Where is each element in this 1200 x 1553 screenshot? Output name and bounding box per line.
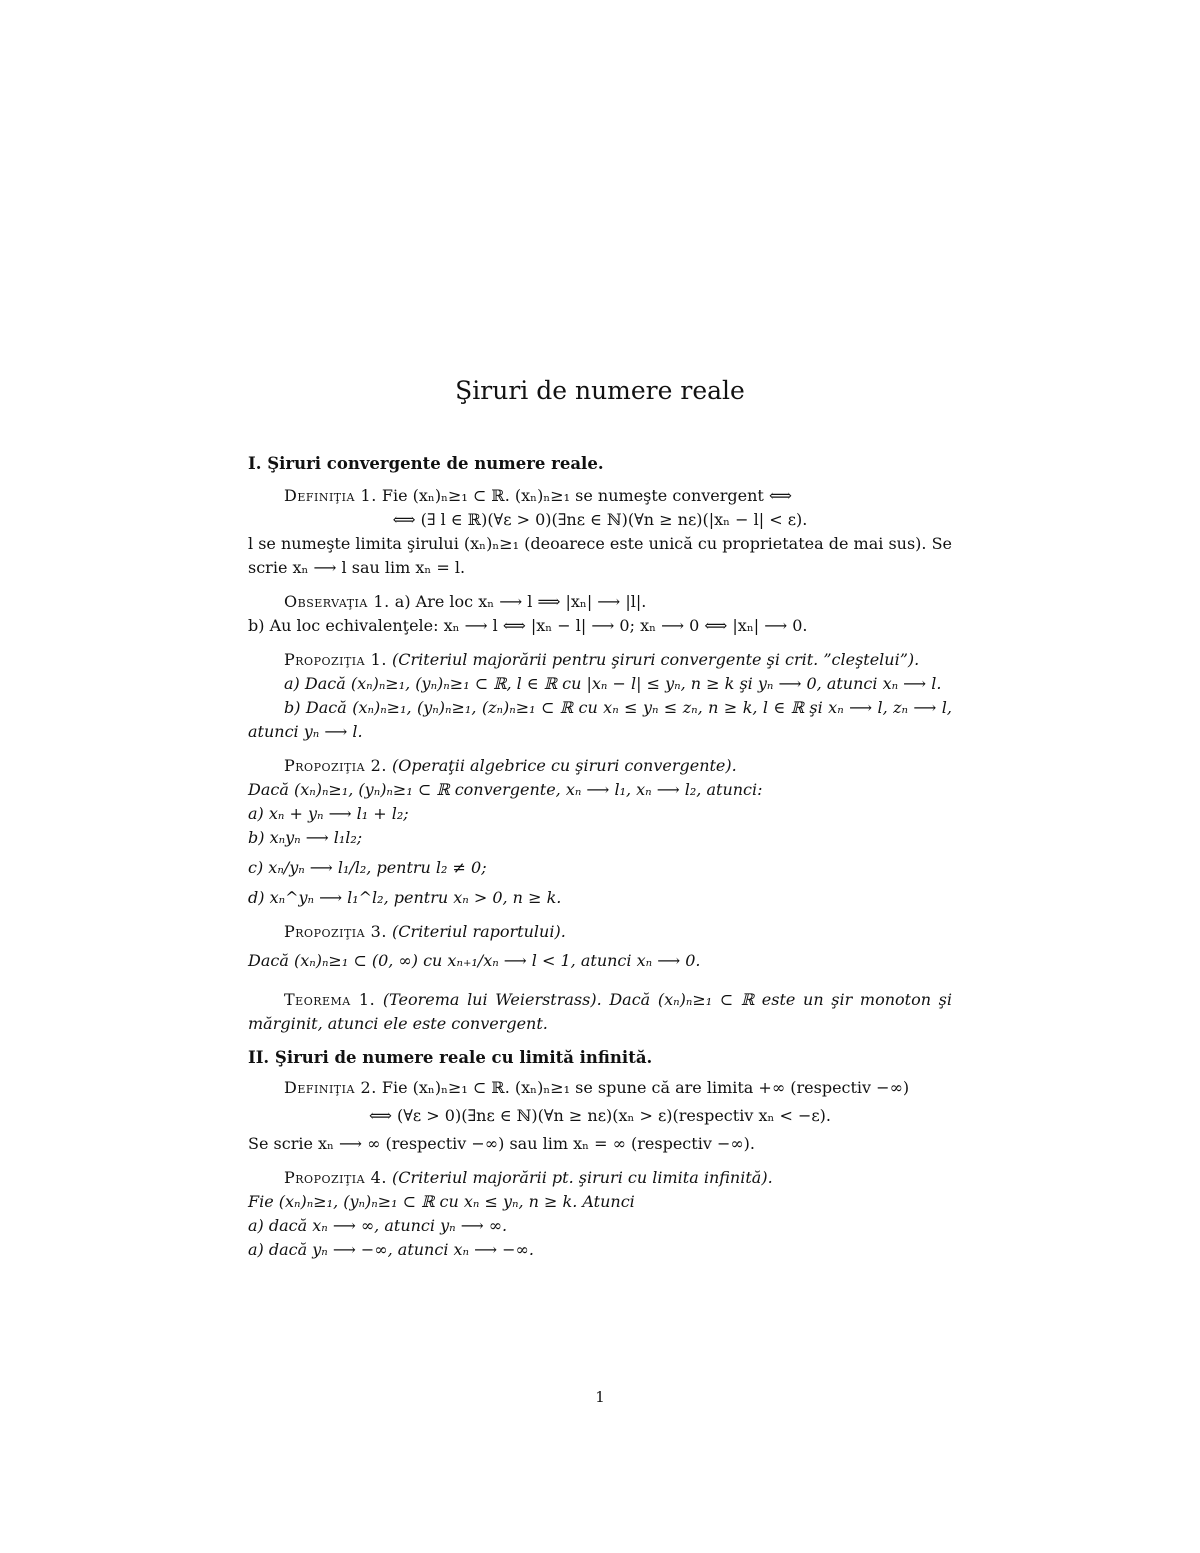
- proposition-2-d: d) xₙ^yₙ ⟶ l₁^l₂, pentru xₙ > 0, n ≥ k.: [248, 888, 562, 907]
- definition-1-line3: l se numeşte limita şirului (xₙ)ₙ≥₁ (deoarece este unică cu proprietatea de mai sus). Se scrie xₙ ⟶ l sau lim xₙ = l.: [248, 534, 953, 577]
- proposition-2-title: Propoziţia 2. (Operaţii algebrice cu şiruri convergente).: [284, 756, 737, 775]
- definition-1-formula: ⟺ (∃ l ∈ ℝ)(∀ε > 0)(∃nε ∈ ℕ)(∀n ≥ nε)(|xₙ − l| < ε).: [392, 510, 808, 529]
- proposition-1-a: a) Dacă (xₙ)ₙ≥₁, (yₙ)ₙ≥₁ ⊂ ℝ, l ∈ ℝ cu |xₙ − l| ≤ yₙ, n ≥ k şi yₙ ⟶ 0, atunci xₙ ⟶ l.: [284, 674, 942, 693]
- page-number: 1: [595, 1388, 605, 1406]
- section-heading-2: II. Şiruri de numere reale cu limită infinită.: [248, 1048, 653, 1067]
- proposition-4-intro: Fie (xₙ)ₙ≥₁, (yₙ)ₙ≥₁ ⊂ ℝ cu xₙ ≤ yₙ, n ≥ k. Atunci: [248, 1192, 635, 1211]
- proposition-3-text: Dacă (xₙ)ₙ≥₁ ⊂ (0, ∞) cu xₙ₊₁/xₙ ⟶ l < 1, atunci xₙ ⟶ 0.: [248, 951, 701, 970]
- section-heading-1: I. Şiruri convergente de numere reale.: [248, 454, 604, 473]
- proposition-1-b: b) Dacă (xₙ)ₙ≥₁, (yₙ)ₙ≥₁, (zₙ)ₙ≥₁ ⊂ ℝ cu xₙ ≤ yₙ ≤ zₙ, n ≥ k, l ∈ ℝ şi xₙ ⟶ l, zₙ ⟶ l, atunci yₙ ⟶ l.: [248, 698, 952, 741]
- proposition-2-c: c) xₙ/yₙ ⟶ l₁/l₂, pentru l₂ ≠ 0;: [248, 858, 487, 877]
- definition-2-formula: ⟺ (∀ε > 0)(∃nε ∈ ℕ)(∀n ≥ nε)(xₙ > ε)(respectiv xₙ < −ε).: [369, 1106, 831, 1125]
- observation-1-a: Observaţia 1. a) Are loc xₙ ⟶ l ⟹ |xₙ| ⟶ |l|.: [284, 592, 647, 611]
- definition-2-line1: Definiţia 2. Fie (xₙ)ₙ≥₁ ⊂ ℝ. (xₙ)ₙ≥₁ se spune că are limita +∞ (respectiv −∞): [284, 1078, 910, 1097]
- proposition-3-title: Propoziţia 3. (Criteriul raportului).: [284, 922, 566, 941]
- observation-1-b: b) Au loc echivalenţele: xₙ ⟶ l ⟺ |xₙ − l| ⟶ 0; xₙ ⟶ 0 ⟺ |xₙ| ⟶ 0.: [248, 616, 808, 635]
- proposition-4-a2: a) dacă yₙ ⟶ −∞, atunci xₙ ⟶ −∞.: [248, 1240, 534, 1259]
- definition-2-line3: Se scrie xₙ ⟶ ∞ (respectiv −∞) sau lim xₙ = ∞ (respectiv −∞).: [248, 1134, 755, 1153]
- proposition-2-b: b) xₙyₙ ⟶ l₁l₂;: [248, 828, 363, 847]
- definition-1-line1: Definiţia 1. Fie (xₙ)ₙ≥₁ ⊂ ℝ. (xₙ)ₙ≥₁ se numeşte convergent ⟺: [284, 486, 792, 505]
- theorem-1: Teorema 1. (Teorema lui Weierstrass). Dacă (xₙ)ₙ≥₁ ⊂ ℝ este un şir monoton şi mărginit, atunci ele este convergent.: [248, 990, 952, 1033]
- proposition-4-a: a) dacă xₙ ⟶ ∞, atunci yₙ ⟶ ∞.: [248, 1216, 508, 1235]
- proposition-1-title: Propoziţia 1. (Criteriul majorării pentru şiruri convergente şi crit. ”cleştelui”).: [284, 650, 920, 669]
- page-title: Şiruri de numere reale: [455, 376, 745, 405]
- proposition-2-intro: Dacă (xₙ)ₙ≥₁, (yₙ)ₙ≥₁ ⊂ ℝ convergente, xₙ ⟶ l₁, xₙ ⟶ l₂, atunci:: [248, 780, 763, 799]
- content: [248, 452, 952, 1262]
- proposition-2-a: a) xₙ + yₙ ⟶ l₁ + l₂;: [248, 804, 409, 823]
- proposition-4-title: Propoziţia 4. (Criteriul majorării pt. şiruri cu limita infinită).: [284, 1168, 773, 1187]
